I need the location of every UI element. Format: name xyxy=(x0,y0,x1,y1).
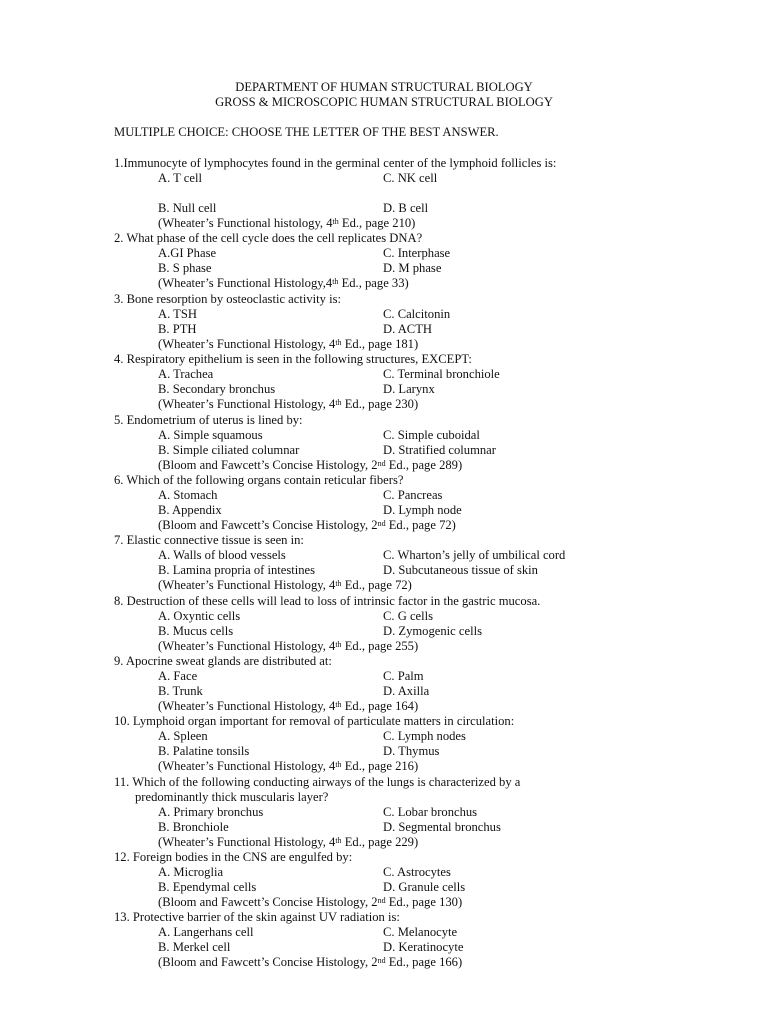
question-stem: 11. Which of the following conducting airways of the lungs is characterized by a xyxy=(114,775,521,789)
reference-text: Ed., page 255) xyxy=(341,639,419,653)
question-stem: 2. What phase of the cell cycle does the cell replicates DNA? xyxy=(114,231,423,245)
option-a: A. Stomach xyxy=(158,488,218,502)
option-c: C. Simple cuboidal xyxy=(383,428,480,442)
edition-superscript: th xyxy=(335,700,342,709)
option-c: C. Interphase xyxy=(383,246,451,260)
edition-superscript: th xyxy=(335,836,342,845)
reference-text: (Wheater’s Functional Histology,4 xyxy=(158,276,333,290)
edition-superscript: th xyxy=(335,760,342,769)
question-stem-continued: predominantly thick muscularis layer? xyxy=(135,790,329,804)
option-a: A. Simple squamous xyxy=(158,428,263,442)
edition-superscript: nd xyxy=(377,459,386,468)
reference-text: Ed., page 130) xyxy=(385,895,463,909)
option-a: A. Primary bronchus xyxy=(158,805,264,819)
edition-superscript: th xyxy=(335,579,342,588)
reference-citation xyxy=(158,639,418,654)
option-b: B. Ependymal cells xyxy=(158,880,257,894)
option-a: A. Microglia xyxy=(158,865,224,879)
reference-text: (Bloom and Fawcett’s Concise Histology, 2 xyxy=(158,518,378,532)
option-d: D. Keratinocyte xyxy=(383,940,464,954)
reference-text: Ed., page 229) xyxy=(341,835,419,849)
option-a: A. Spleen xyxy=(158,729,208,743)
question-stem: 9. Apocrine sweat glands are distributed at: xyxy=(114,654,332,668)
reference-text: Ed., page 33) xyxy=(338,276,409,290)
option-a: A. TSH xyxy=(158,307,197,321)
reference-text: (Wheater’s Functional Histology, 4 xyxy=(158,578,336,592)
reference-text: (Wheater’s Functional Histology, 4 xyxy=(158,639,336,653)
edition-superscript: nd xyxy=(377,519,386,528)
option-b: B. S phase xyxy=(158,261,212,275)
option-a: A. Langerhans cell xyxy=(158,925,254,939)
question-stem: 13. Protective barrier of the skin against UV radiation is: xyxy=(114,910,400,924)
option-c: C. Melanocyte xyxy=(383,925,458,939)
reference-text: (Wheater’s Functional Histology, 4 xyxy=(158,337,336,351)
reference-text: (Bloom and Fawcett’s Concise Histology, 2 xyxy=(158,955,378,969)
reference-citation xyxy=(158,955,462,970)
question-stem: 4. Respiratory epithelium is seen in the following structures, EXCEPT: xyxy=(114,352,472,366)
question-stem: 5. Endometrium of uterus is lined by: xyxy=(114,413,303,427)
option-a: A. T cell xyxy=(158,171,202,185)
option-c: C. Pancreas xyxy=(383,488,443,502)
edition-superscript: th xyxy=(335,640,342,649)
option-d: D. Lymph node xyxy=(383,503,462,517)
question-stem: 6. Which of the following organs contain reticular fibers? xyxy=(114,473,404,487)
question-stem: 7. Elastic connective tissue is seen in: xyxy=(114,533,304,547)
reference-text: (Wheater’s Functional Histology, 4 xyxy=(158,397,336,411)
option-a: A. Oxyntic cells xyxy=(158,609,241,623)
option-c: C. Astrocytes xyxy=(383,865,451,879)
option-a: A.GI Phase xyxy=(158,246,217,260)
option-d: D. Segmental bronchus xyxy=(383,820,501,834)
option-c: C. Palm xyxy=(383,669,424,683)
option-b: B. Appendix xyxy=(158,503,222,517)
option-b: B. Null cell xyxy=(158,201,217,215)
reference-text: Ed., page 166) xyxy=(385,955,463,969)
option-d: D. ACTH xyxy=(383,322,432,336)
option-b: B. Lamina propria of intestines xyxy=(158,563,316,577)
option-d: D. Thymus xyxy=(383,744,440,758)
reference-text: Ed., page 210) xyxy=(338,216,416,230)
reference-citation xyxy=(158,895,462,910)
option-c: C. Lymph nodes xyxy=(383,729,466,743)
option-b: B. Secondary bronchus xyxy=(158,382,276,396)
option-d: D. Larynx xyxy=(383,382,435,396)
reference-text: Ed., page 181) xyxy=(341,337,419,351)
reference-citation xyxy=(158,518,456,533)
option-b: B. Simple ciliated columnar xyxy=(158,443,300,457)
edition-superscript: nd xyxy=(377,956,386,965)
option-d: D. B cell xyxy=(383,201,429,215)
question-stem: 8. Destruction of these cells will lead to loss of intrinsic factor in the gastric mucosa. xyxy=(114,594,541,608)
reference-text: Ed., page 72) xyxy=(385,518,456,532)
option-d: D. M phase xyxy=(383,261,442,275)
option-d: D. Axilla xyxy=(383,684,430,698)
reference-text: Ed., page 216) xyxy=(341,759,419,773)
department-heading: DEPARTMENT OF HUMAN STRUCTURAL BIOLOGY xyxy=(235,80,533,94)
reference-citation xyxy=(158,699,418,714)
reference-text: (Wheater’s Functional Histology, 4 xyxy=(158,759,336,773)
edition-superscript: nd xyxy=(377,896,386,905)
instructions: MULTIPLE CHOICE: CHOOSE THE LETTER OF THE BEST ANSWER. xyxy=(114,125,499,139)
option-b: B. Bronchiole xyxy=(158,820,229,834)
edition-superscript: th xyxy=(332,277,339,286)
option-b: B. Mucus cells xyxy=(158,624,234,638)
option-d: D. Granule cells xyxy=(383,880,466,894)
option-b: B. Merkel cell xyxy=(158,940,231,954)
reference-citation xyxy=(158,759,418,774)
question-stem: 1.Immunocyte of lymphocytes found in the germinal center of the lymphoid follicles is: xyxy=(114,156,557,170)
edition-superscript: th xyxy=(335,338,342,347)
reference-citation xyxy=(158,216,415,231)
option-b: B. Palatine tonsils xyxy=(158,744,250,758)
reference-text: (Wheater’s Functional Histology, 4 xyxy=(158,835,336,849)
question-stem: 12. Foreign bodies in the CNS are engulfed by: xyxy=(114,850,353,864)
option-d: D. Stratified columnar xyxy=(383,443,496,457)
reference-citation xyxy=(158,458,462,473)
edition-superscript: th xyxy=(335,398,342,407)
question-stem: 10. Lymphoid organ important for removal of particulate matters in circulation: xyxy=(114,714,515,728)
reference-citation xyxy=(158,276,409,291)
course-heading: GROSS & MICROSCOPIC HUMAN STRUCTURAL BIOLOGY xyxy=(215,95,553,109)
option-a: A. Walls of blood vessels xyxy=(158,548,286,562)
edition-superscript: th xyxy=(332,217,339,226)
question-stem: 3. Bone resorption by osteoclastic activity is: xyxy=(114,292,341,306)
option-c: C. Wharton’s jelly of umbilical cord xyxy=(383,548,566,562)
reference-citation xyxy=(158,578,412,593)
reference-citation xyxy=(158,397,418,412)
option-a: A. Trachea xyxy=(158,367,214,381)
reference-citation xyxy=(158,337,418,352)
option-b: B. PTH xyxy=(158,322,197,336)
option-d: D. Subcutaneous tissue of skin xyxy=(383,563,538,577)
reference-text: (Wheater’s Functional Histology, 4 xyxy=(158,699,336,713)
option-c: C. Lobar bronchus xyxy=(383,805,478,819)
option-c: C. NK cell xyxy=(383,171,438,185)
option-c: C. Calcitonin xyxy=(383,307,451,321)
reference-text: Ed., page 72) xyxy=(341,578,412,592)
reference-citation xyxy=(158,835,418,850)
option-c: C. G cells xyxy=(383,609,434,623)
reference-text: Ed., page 164) xyxy=(341,699,419,713)
reference-text: (Bloom and Fawcett’s Concise Histology, 2 xyxy=(158,458,378,472)
reference-text: Ed., page 230) xyxy=(341,397,419,411)
option-d: D. Zymogenic cells xyxy=(383,624,482,638)
option-a: A. Face xyxy=(158,669,198,683)
reference-text: (Bloom and Fawcett’s Concise Histology, 2 xyxy=(158,895,378,909)
option-b: B. Trunk xyxy=(158,684,203,698)
reference-text: (Wheater’s Functional histology, 4 xyxy=(158,216,333,230)
reference-text: Ed., page 289) xyxy=(385,458,463,472)
option-c: C. Terminal bronchiole xyxy=(383,367,500,381)
